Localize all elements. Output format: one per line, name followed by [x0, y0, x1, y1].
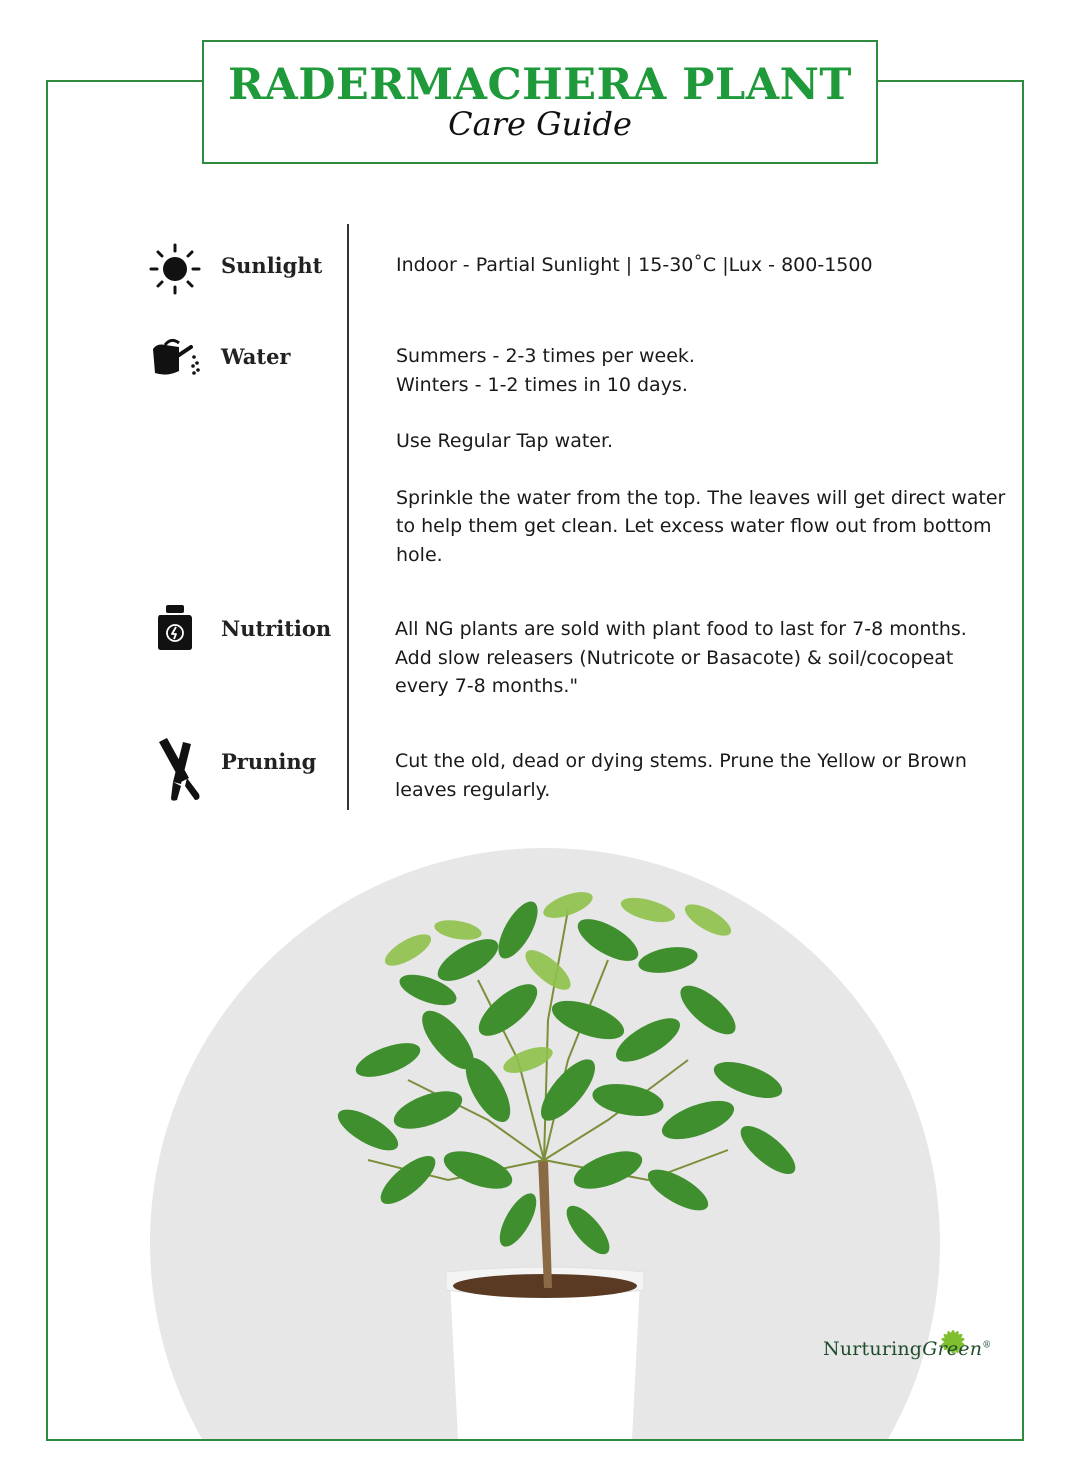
section-label-water: Water	[221, 344, 291, 369]
logo-word-1: Nurturing	[823, 1338, 923, 1360]
water-line-summers: Summers - 2-3 times per week.	[396, 345, 695, 367]
section-label-sunlight: Sunlight	[221, 253, 323, 278]
logo-text	[823, 1338, 991, 1360]
nutrition-text: All NG plants are sold with plant food to last for 7-8 months. Add slow releasers (Nutricote or Basacote) & soil/cocopeat every 7-8 months."	[395, 618, 967, 697]
water-line-winters: Winters - 1-2 times in 10 days.	[396, 373, 688, 396]
page-subtitle: Care Guide	[448, 105, 632, 143]
logo-word-2: Green	[922, 1338, 983, 1360]
section-label-pruning: Pruning	[221, 749, 317, 774]
nurturing-green-logo	[823, 1322, 1003, 1372]
pruning-text: Cut the old, dead or dying stems. Prune the Yellow or Brown leaves regularly.	[395, 750, 967, 801]
sunlight-line: Indoor - Partial Sunlight | 15-30˚C |Lux - 800-1500	[396, 254, 873, 276]
page-title: RADERMACHERA PLANT	[228, 60, 852, 110]
plant-illustration	[48, 0, 1022, 1439]
plant-photo-area	[48, 0, 1022, 1439]
water-line-sprinkle: Sprinkle the water from the top. The leaves will get direct water to help them get clean. Let excess water flow out from bottom hole.	[396, 486, 1006, 566]
section-label-nutrition: Nutrition	[221, 616, 332, 641]
water-line-tap: Use Regular Tap water.	[396, 430, 614, 452]
logo-registered-mark: ®	[982, 1340, 992, 1351]
